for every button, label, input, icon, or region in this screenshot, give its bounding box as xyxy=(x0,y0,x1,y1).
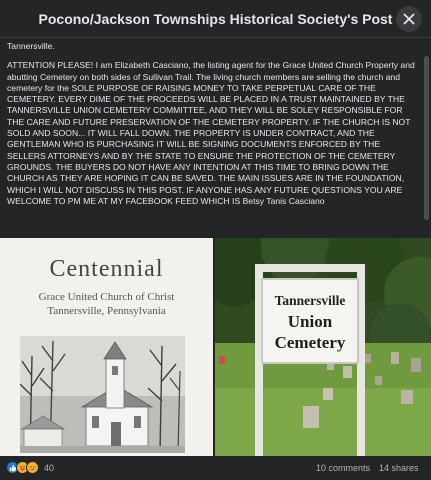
sad-reaction-icon xyxy=(26,461,39,474)
cover-subtitle-location: Tannersville, Pennsylvania xyxy=(47,305,166,317)
sign-text-line-3: Cemetery xyxy=(274,332,346,352)
post-photos xyxy=(0,238,431,456)
photo-cemetery-sign[interactable] xyxy=(215,238,431,456)
cemetery-sign-board xyxy=(261,278,359,364)
sign-text-line-1: Tannersville xyxy=(274,292,346,308)
close-button[interactable] xyxy=(396,6,422,32)
post-message xyxy=(7,38,419,238)
post-place-line: Tannersville. xyxy=(7,41,55,51)
post-footer xyxy=(0,456,431,480)
reaction-count: 40 xyxy=(44,462,55,473)
reactions-summary[interactable] xyxy=(6,461,54,474)
church-photo-illustration xyxy=(20,336,185,453)
cover-title: Centennial xyxy=(49,256,164,282)
post-dialog-title: Pocono/Jackson Townships Historical Society's Post xyxy=(38,10,393,27)
sign-text-line-2: Union xyxy=(287,311,333,331)
cover-subtitle-church: Grace United Church of Christ xyxy=(38,291,175,303)
post-dialog-header xyxy=(0,0,431,38)
shares-count-link[interactable]: 14 shares xyxy=(379,463,419,473)
photo-centennial-cover[interactable] xyxy=(0,238,213,456)
close-icon xyxy=(403,13,415,25)
scrollbar-thumb[interactable] xyxy=(424,56,429,220)
comments-count-link[interactable]: 10 comments xyxy=(316,463,371,473)
post-message-text: ATTENTION PLEASE! I am Elizabeth Casciano, the listing agent for the Grace United Church Property and abutting Cemetery on both sides of Sullivan Trail. The living church members are selling the church and cemetery for the SOLE PURPOSE OF RAISING MONEY TO TAKE PERPETUAL CARE OF THE CEMETERY. EVERY DIME OF THE PROCEEDS WILL BE PLACED IN A TRUST MAINTAINED BY THE TANNERSVILLE UNION CEMETERY COMMITTEE, AND THEY WILL BE SOLEY RESPONSIBLE FOR THE CARE AND FUTURE PRESERVATION OF THE CEMETERY PROPERTY. IF THE CHURCH IS NOT SOLD AND SOON... IT WILL FALL DOWN. THE PROPERTY IS UNDER CONTRACT, AND THE GENTLEMAN WHO IS PURCHASING IT WILL BE SIGNING DOCUMENTS ENFORCED BY THE SELLERS ATTORNEYS AND BY THE STATE TO ENSURE THE PROTECTION OF THE CEMETERY GROUNDS. THE BUYERS DO NOT HAVE ANY INTENTION AT THIS TIME TO BRING DOWN THE CHURCH AS THEY ARE HOPING IT CAN BE SAVED. THE MAIN ISSUES ARE IN THE FOUNDATION, WHICH I WILL NOT DISCUSS IN THIS POST. IF ANYONE HAS ANY FUTURE QUESTIONS YOU ARE WELCOME TO PM ME AT MY FACEBOOK FEED WHICH IS Betsy Tanis Casciano xyxy=(7,60,415,206)
